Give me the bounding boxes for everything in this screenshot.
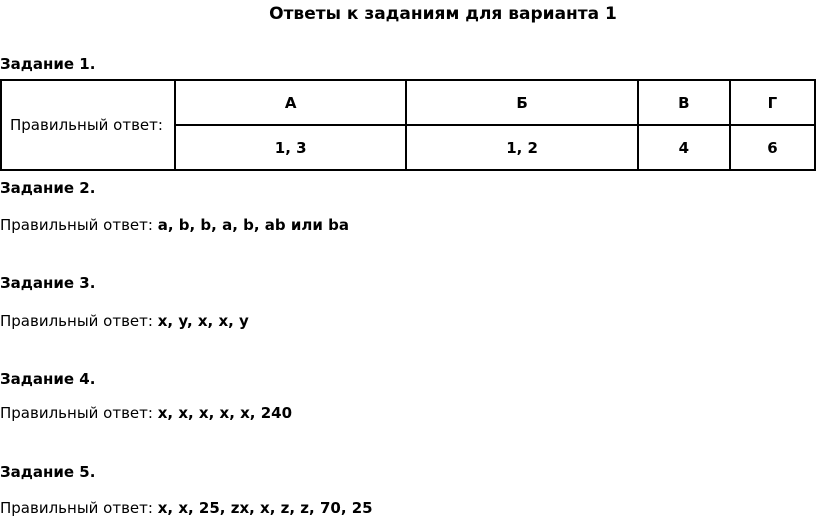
header-cell-g: Г bbox=[730, 80, 815, 125]
task3-heading: Задание 3. bbox=[0, 274, 96, 292]
task1-heading: Задание 1. bbox=[0, 55, 96, 73]
correct-answer-label: Правильный ответ: bbox=[1, 80, 175, 170]
header-cell-v: В bbox=[638, 80, 730, 125]
task3-answer: x, y, x, x, y bbox=[157, 312, 249, 330]
task2-heading: Задание 2. bbox=[0, 179, 96, 197]
task2-answer: a, b, b, a, b, ab или ba bbox=[157, 216, 349, 234]
task3-label: Правильный ответ: bbox=[0, 312, 158, 330]
table-header-row bbox=[1, 80, 815, 125]
value-cell-a: 1, 3 bbox=[175, 125, 406, 170]
task3-answer-line bbox=[0, 312, 249, 330]
value-cell-v: 4 bbox=[638, 125, 730, 170]
task1-answer-table bbox=[0, 79, 816, 171]
task5-answer: x, x, 25, zx, x, z, z, 70, 25 bbox=[157, 499, 373, 517]
task5-label: Правильный ответ: bbox=[0, 499, 158, 517]
task4-heading: Задание 4. bbox=[0, 370, 96, 388]
task4-answer-line bbox=[0, 404, 292, 422]
value-cell-g: 6 bbox=[730, 125, 815, 170]
page-title: Ответы к заданиям для варианта 1 bbox=[269, 4, 617, 24]
task2-label: Правильный ответ: bbox=[0, 216, 158, 234]
task4-answer: x, x, x, x, x, 240 bbox=[157, 404, 293, 422]
header-cell-a: А bbox=[175, 80, 406, 125]
task5-answer-line bbox=[0, 499, 373, 517]
value-cell-b: 1, 2 bbox=[406, 125, 637, 170]
header-cell-b: Б bbox=[406, 80, 637, 125]
task2-answer-line bbox=[0, 216, 349, 234]
task4-label: Правильный ответ: bbox=[0, 404, 158, 422]
task5-heading: Задание 5. bbox=[0, 463, 96, 481]
